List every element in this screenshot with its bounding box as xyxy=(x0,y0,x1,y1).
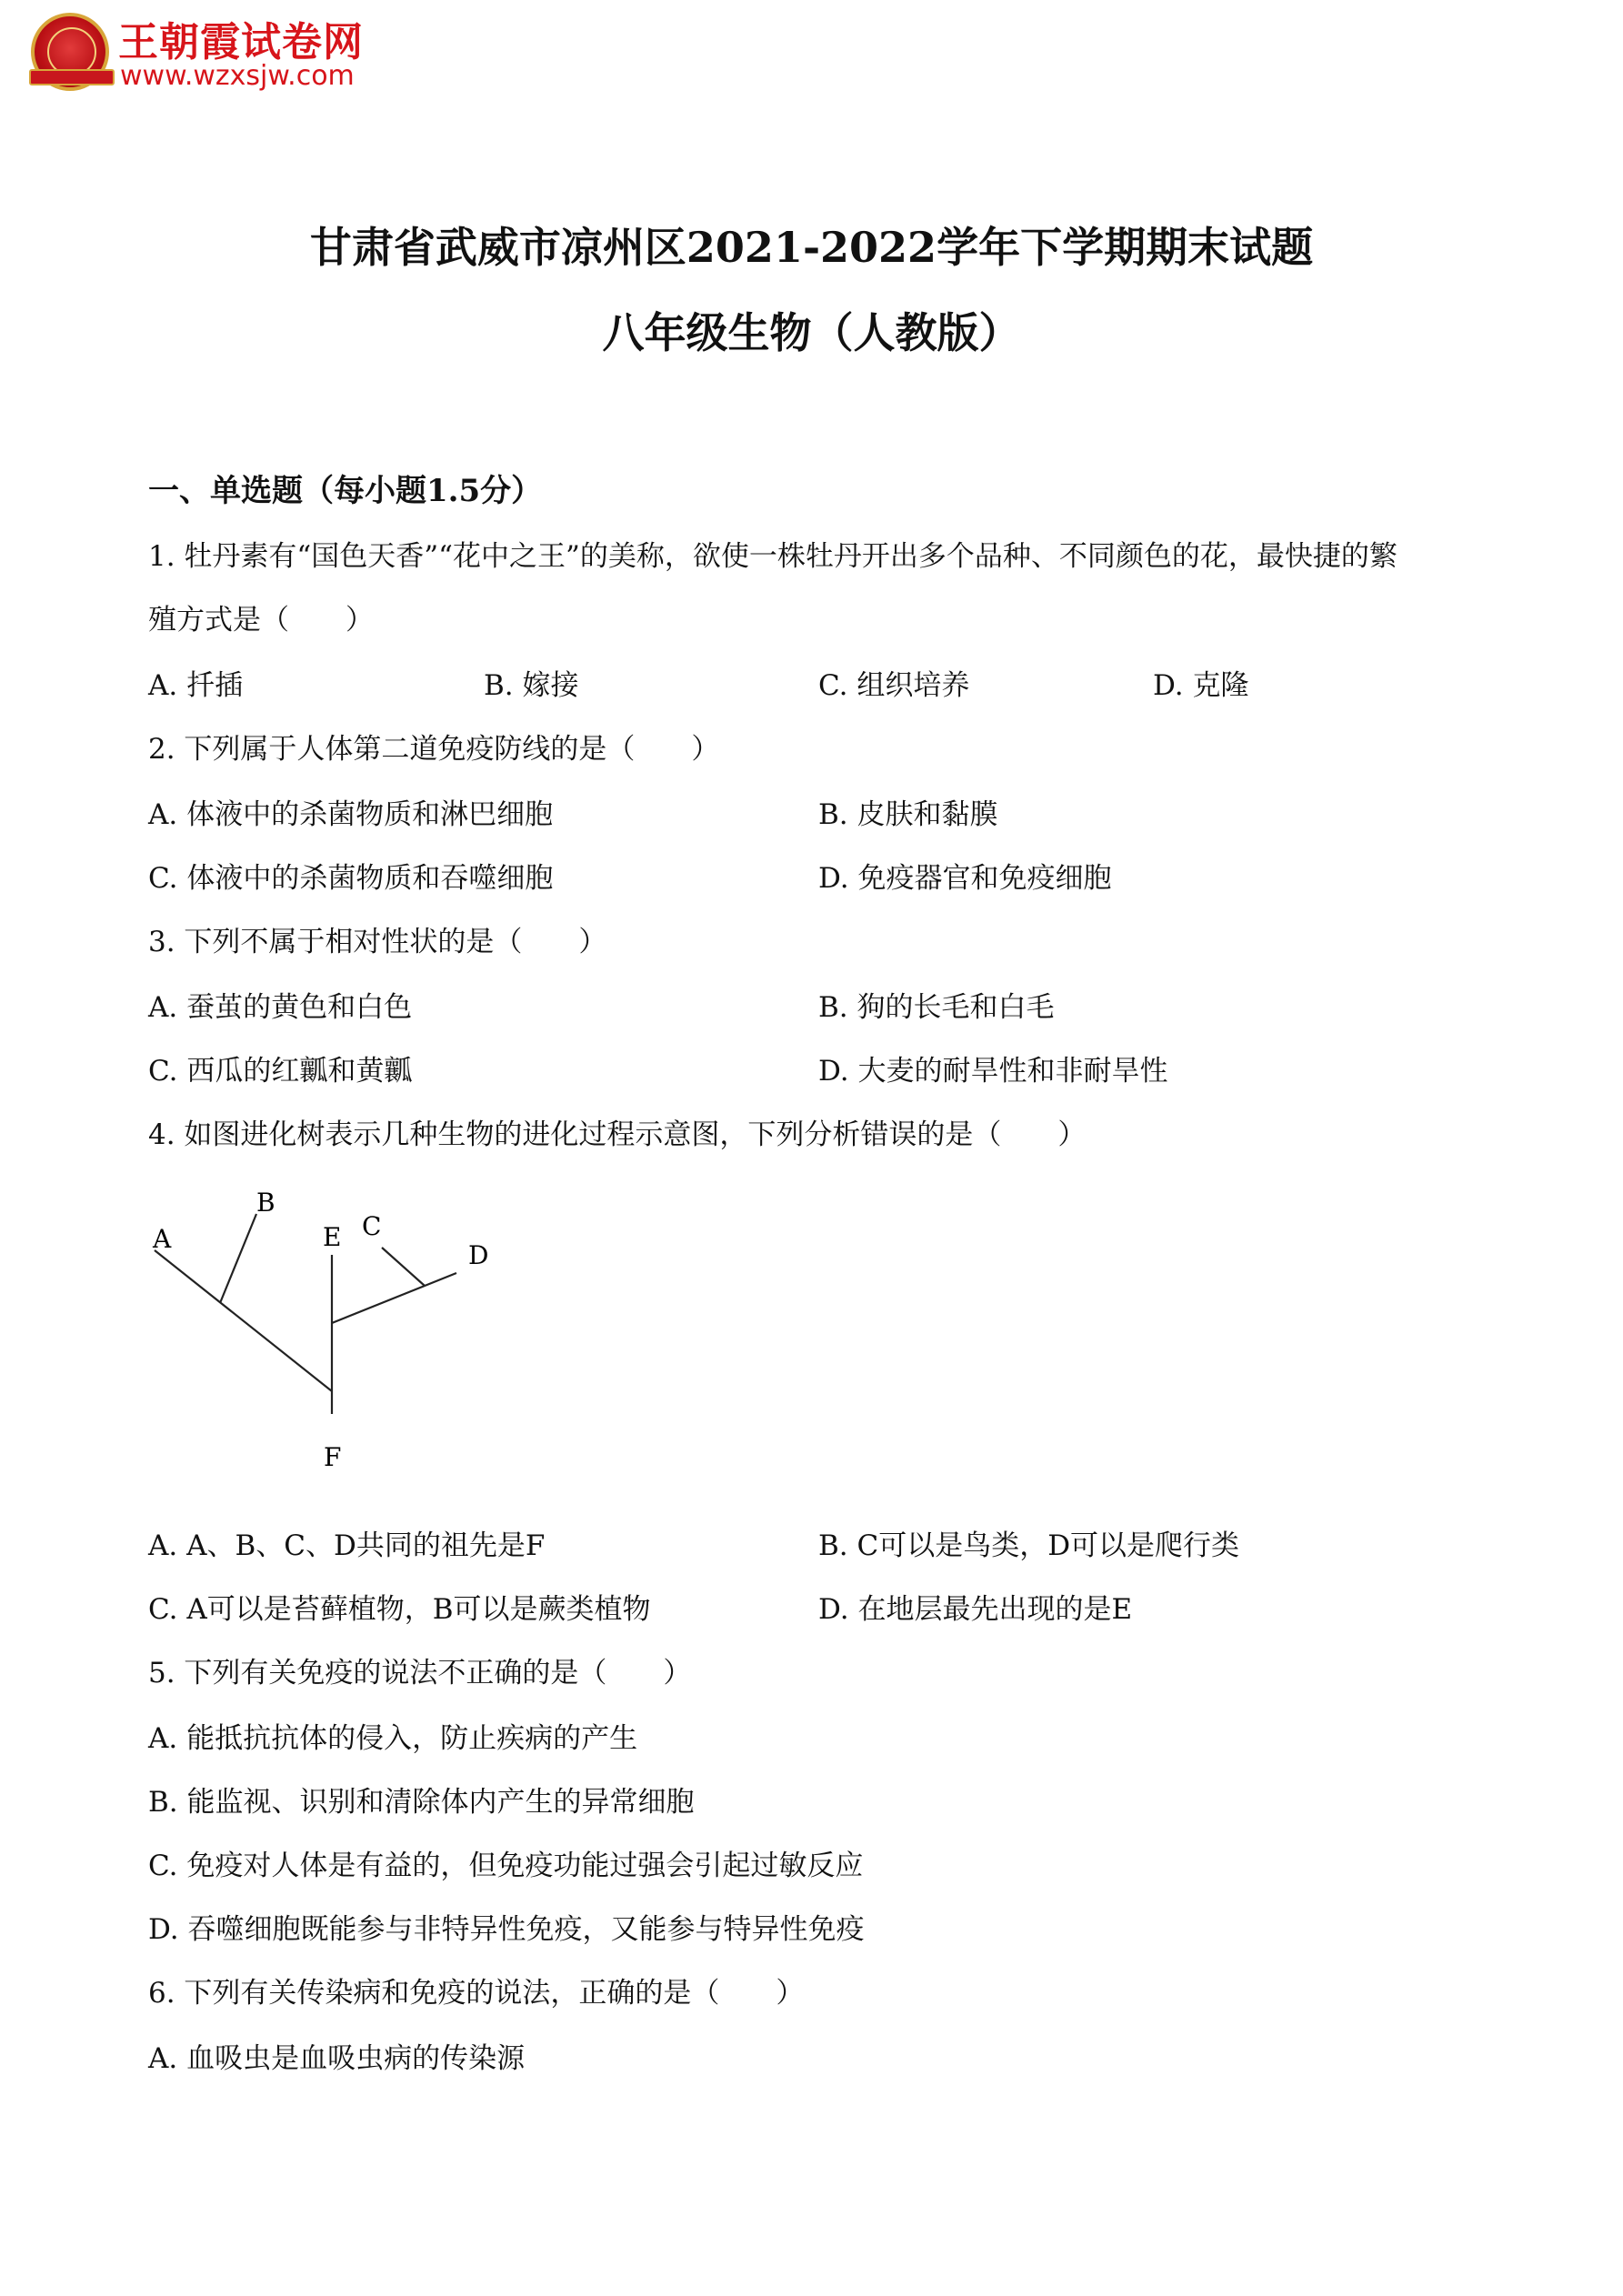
question-1-option-b: B. 嫁接 xyxy=(484,669,579,702)
tree-branch-a xyxy=(155,1250,332,1391)
question-5-option-a: A. 能抵抗抗体的侵入，防止疾病的产生 xyxy=(148,1722,638,1755)
tree-branch-b xyxy=(220,1214,256,1303)
question-6-stem: 6. 下列有关传染病和免疫的说法，正确的是（ ） xyxy=(148,1977,805,2010)
question-4-option-a: A. A、B、C、D共同的祖先是F xyxy=(148,1529,546,1562)
question-3-stem: 3. 下列不属于相对性状的是（ ） xyxy=(148,926,607,958)
page-subtitle: 八年级生物（人教版） xyxy=(602,308,1021,357)
question-2-option-a: A. 体液中的杀菌物质和淋巴细胞 xyxy=(148,798,554,831)
seal-logo-icon xyxy=(31,13,109,91)
question-3-option-c: C. 西瓜的红瓤和黄瓤 xyxy=(148,1055,413,1088)
tree-branch-c xyxy=(382,1248,425,1286)
question-2-option-c: C. 体液中的杀菌物质和吞噬细胞 xyxy=(148,862,554,895)
question-2-stem: 2. 下列属于人体第二道免疫防线的是（ ） xyxy=(148,733,720,766)
tree-label-e: E xyxy=(323,1222,342,1252)
brand-name: 王朝霞试卷网 xyxy=(118,19,364,65)
question-4-option-c: C. A可以是苔藓植物，B可以是蕨类植物 xyxy=(148,1593,651,1626)
tree-label-b: B xyxy=(256,1188,276,1218)
question-3-option-a: A. 蚕茧的黄色和白色 xyxy=(148,991,413,1024)
seal-ribbon xyxy=(29,69,115,85)
page-title: 甘肃省武威市凉州区2021-2022学年下学期期末试题 xyxy=(309,223,1314,272)
question-2-option-b: B. 皮肤和黏膜 xyxy=(818,798,998,831)
question-1-option-a: A. 扦插 xyxy=(148,669,244,702)
question-6-option-a: A. 血吸虫是血吸虫病的传染源 xyxy=(148,2042,526,2075)
tree-label-c: C xyxy=(362,1211,382,1241)
question-5-option-d: D. 吞噬细胞既能参与非特异性免疫，又能参与特异性免疫 xyxy=(148,1913,865,1946)
brand-url: www.wzxsjw.com xyxy=(120,60,355,92)
question-4-option-b: B. C可以是鸟类，D可以是爬行类 xyxy=(818,1529,1240,1562)
question-1-stem-cont: 殖方式是（ ） xyxy=(148,604,374,637)
question-1-option-d: D. 克隆 xyxy=(1153,669,1249,702)
question-4-stem: 4. 如图进化树表示几种生物的进化过程示意图，下列分析错误的是（ ） xyxy=(148,1118,1087,1151)
question-3-option-b: B. 狗的长毛和白毛 xyxy=(818,991,1055,1024)
tree-label-d: D xyxy=(468,1240,489,1270)
question-5-option-c: C. 免疫对人体是有益的，但免疫功能过强会引起过敏反应 xyxy=(148,1850,864,1882)
question-5-stem: 5. 下列有关免疫的说法不正确的是（ ） xyxy=(148,1657,692,1689)
evolution-tree-diagram xyxy=(136,1173,518,1482)
question-3-option-d: D. 大麦的耐旱性和非耐旱性 xyxy=(818,1055,1168,1088)
tree-label-a: A xyxy=(153,1224,172,1254)
question-1-option-c: C. 组织培养 xyxy=(818,669,970,702)
question-5-option-b: B. 能监视、识别和清除体内产生的异常细胞 xyxy=(148,1786,695,1819)
question-1-stem: 1. 牡丹素有“国色天香”“花中之王”的美称，欲使一株牡丹开出多个品种、不同颜色的花，最快捷的繁 xyxy=(148,540,1398,573)
question-2-option-d: D. 免疫器官和免疫细胞 xyxy=(818,862,1112,895)
tree-branch-d xyxy=(332,1273,456,1323)
section-heading: 一、单选题（每小题1.5分） xyxy=(148,473,543,509)
question-4-option-d: D. 在地层最先出现的是E xyxy=(818,1593,1133,1626)
tree-label-f: F xyxy=(324,1442,342,1472)
